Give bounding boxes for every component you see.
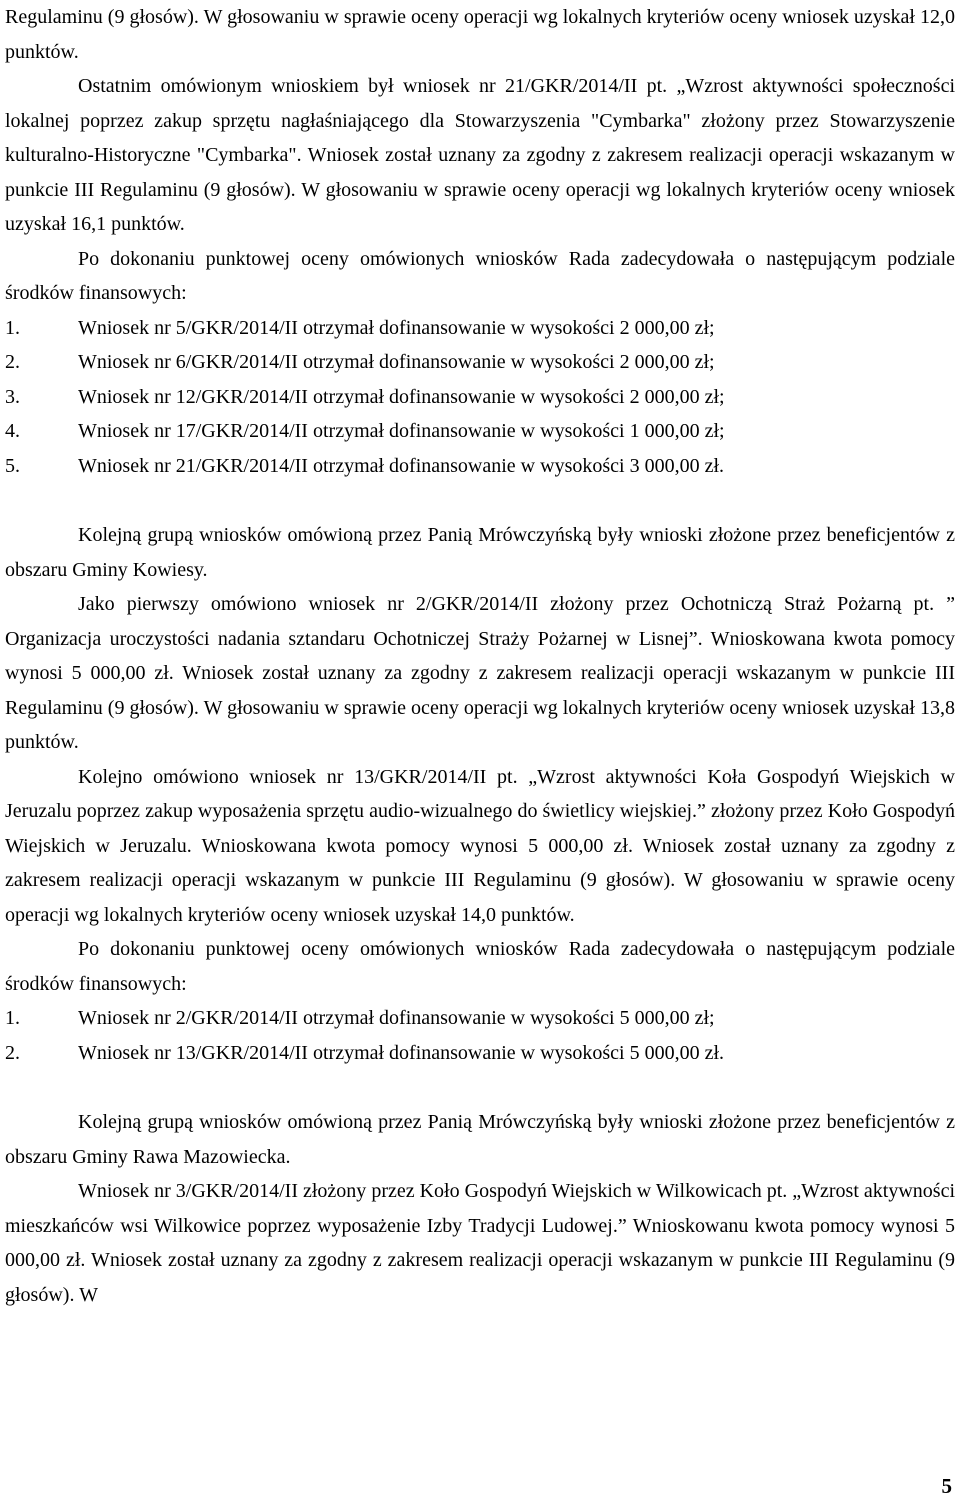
list-number: 5. xyxy=(5,454,20,477)
list-text: Wniosek nr 5/GKR/2014/II otrzymał dofinansowanie w wysokości 2 000,00 zł; xyxy=(78,316,715,339)
list-item xyxy=(5,380,955,415)
paragraph: Po dokonaniu punktowej oceny omówionych wniosków Rada zadecydowała o następującym podziale środków finansowych: xyxy=(5,247,955,304)
funding-list-2 xyxy=(5,1001,955,1070)
list-text: Wniosek nr 17/GKR/2014/II otrzymał dofinansowanie w wysokości 1 000,00 zł; xyxy=(78,420,725,442)
spacer xyxy=(5,1070,955,1105)
paragraph: Jako pierwszy omówiono wniosek nr 2/GKR/2014/II złożony przez Ochotniczą Straż Pożarną pt. ” Organizacja uroczystości nadania sztandaru Ochotniczej Straży Pożarnej w Lisnej”. Wnioskowana kwota pomocy wynosi 5 000,00 zł. Wniosek został uznany za zgodny z zakresem realizacji operacji wskazanym w punkcie III Regulaminu (9 głosów). W głosowaniu w sprawie oceny operacji wg lokalnych kryteriów oceny wniosek uzyskał 13,8 punktów. xyxy=(5,593,955,753)
list-text: Wniosek nr 2/GKR/2014/II otrzymał dofinansowanie w wysokości 5 000,00 zł; xyxy=(78,1007,715,1029)
paragraph: Ostatnim omówionym wnioskiem był wniosek nr 21/GKR/2014/II pt. „Wzrost aktywności społeczności lokalnej poprzez zakup sprzętu nagłaśniającego dla Stowarzyszenia "Cymbarka" złożony przez Stowarzyszenie kulturalno-Historyczne "Cymbarka". Wniosek został uznany za zgodny z zakresem realizacji operacji wskazanym w punkcie III Regulaminu (9 głosów). W głosowaniu w sprawie oceny operacji wg lokalnych kryteriów oceny wniosek uzyskał 16,1 punktów. xyxy=(5,75,955,235)
list-number: 3. xyxy=(5,385,20,408)
list-text: Wniosek nr 21/GKR/2014/II otrzymał dofinansowanie w wysokości 3 000,00 zł. xyxy=(78,454,725,477)
funding-list-1 xyxy=(5,311,955,484)
paragraph: Kolejno omówiono wniosek nr 13/GKR/2014/II pt. „Wzrost aktywności Koła Gospodyń Wiejskich w Jeruzalu poprzez zakup wyposażenia sprzętu audio-wizualnego do świetlicy wiejskiej.” złożony przez Koło Gospodyń Wiejskich w Jeruzalu. Wnioskowana kwota pomocy wynosi 5 000,00 zł. Wniosek został uznany za zgodny z zakresem realizacji operacji wskazanym w punkcie III Regulaminu (9 głosów). W głosowaniu w sprawie oceny operacji wg lokalnych kryteriów oceny wniosek uzyskał 14,0 punktów. xyxy=(5,765,955,926)
list-item xyxy=(5,345,955,380)
list-number: 1. xyxy=(5,316,20,339)
document-page xyxy=(5,0,955,1312)
list-number: 4. xyxy=(5,420,20,442)
paragraph: Wniosek nr 3/GKR/2014/II złożony przez Koło Gospodyń Wiejskich w Wilkowicach pt. „Wzrost aktywności mieszkańców wsi Wilkowice poprzez wyposażenie Izby Tradycji Ludowej.” Wnioskowanu kwota pomocy wynosi 5 000,00 zł. Wniosek został uznany za zgodny z zakresem realizacji operacji wskazanym w punkcie III Regulaminu (9 głosów). W xyxy=(5,1180,955,1306)
list-text: Wniosek nr 6/GKR/2014/II otrzymał dofinansowanie w wysokości 2 000,00 zł; xyxy=(78,351,715,373)
page-number: 5 xyxy=(941,1474,952,1498)
paragraph: Po dokonaniu punktowej oceny omówionych wniosków Rada zadecydowała o następującym podziale środków finansowych: xyxy=(5,938,955,995)
list-number: 2. xyxy=(5,351,20,373)
list-item xyxy=(5,449,955,484)
list-item xyxy=(5,1036,955,1071)
list-text: Wniosek nr 12/GKR/2014/II otrzymał dofinansowanie w wysokości 2 000,00 zł; xyxy=(78,385,725,408)
spacer xyxy=(5,483,955,518)
paragraph: Regulaminu (9 głosów). W głosowaniu w sprawie oceny operacji wg lokalnych kryteriów oceny wniosek uzyskał 12,0 punktów. xyxy=(5,6,955,63)
paragraph: Kolejną grupą wniosków omówioną przez Panią Mrówczyńską były wnioski złożone przez beneficjentów z obszaru Gminy Rawa Mazowiecka. xyxy=(5,1111,955,1168)
list-item xyxy=(5,311,955,346)
paragraph: Kolejną grupą wniosków omówioną przez Panią Mrówczyńską były wnioski złożone przez beneficjentów z obszaru Gminy Kowiesy. xyxy=(5,524,955,581)
list-item xyxy=(5,1001,955,1036)
list-number: 1. xyxy=(5,1007,20,1029)
list-text: Wniosek nr 13/GKR/2014/II otrzymał dofinansowanie w wysokości 5 000,00 zł. xyxy=(78,1041,725,1064)
list-number: 2. xyxy=(5,1041,20,1064)
list-item xyxy=(5,414,955,449)
